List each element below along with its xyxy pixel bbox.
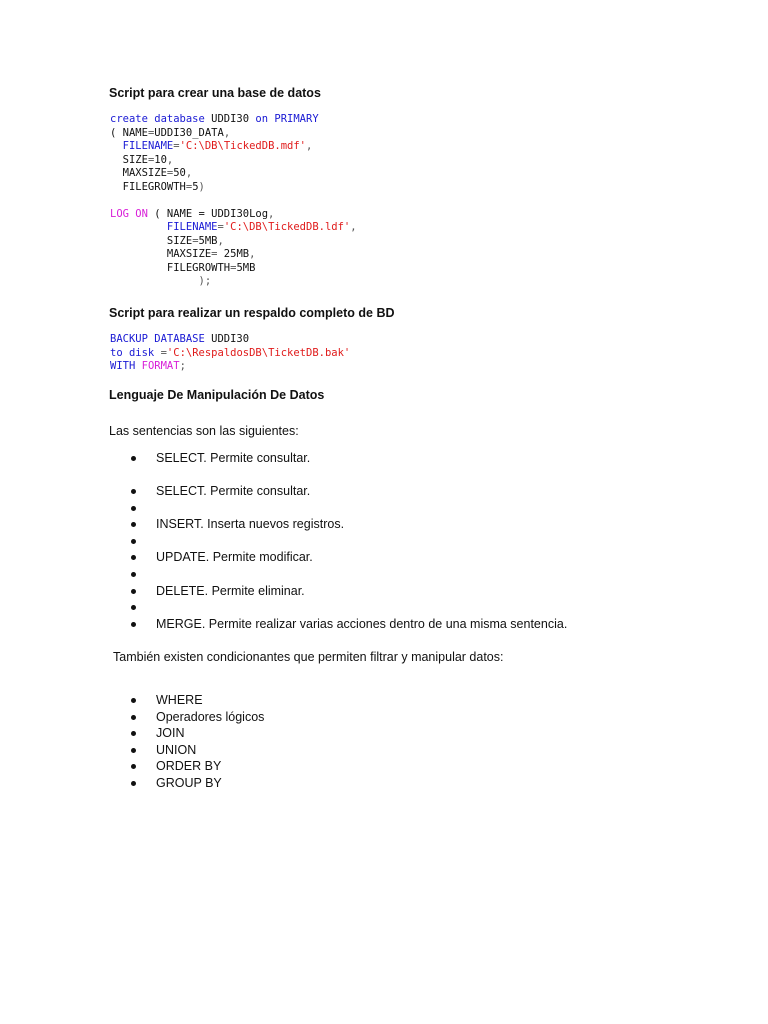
code-token: ,: [306, 140, 313, 152]
conditions-list: [0, 693, 768, 793]
code-token: =: [166, 167, 174, 179]
list-item: [0, 759, 768, 776]
code-token: ;: [179, 360, 186, 372]
code-token: 5MB: [198, 234, 218, 247]
bullet-icon: [131, 539, 136, 544]
code-token: 'C:\RespaldosDB\TicketDB.bak': [166, 346, 351, 359]
list-item-text: SELECT. Permite consultar.: [156, 451, 311, 465]
list-item: [0, 743, 768, 760]
code-token: on: [255, 113, 269, 125]
code-token: ,: [223, 126, 231, 139]
code-token: UDDI30_DATA: [154, 126, 224, 139]
code-token: [110, 221, 167, 233]
code-token: ( NAME = UDDI30Log: [147, 207, 269, 220]
list-item: [0, 484, 768, 501]
list-item: [0, 567, 768, 584]
bullet-icon: [131, 489, 136, 494]
code-token: PRIMARY: [274, 113, 319, 125]
code-token: 5MB: [236, 261, 256, 274]
code-token: =: [147, 153, 155, 166]
code-token: =: [192, 234, 199, 247]
code-token: to disk: [110, 346, 155, 359]
list-item: [0, 776, 768, 793]
list-item-text: WHERE: [156, 693, 203, 707]
code-token: UDDI30: [204, 113, 256, 125]
bullet-icon: [131, 506, 136, 511]
list-item: [0, 550, 768, 567]
list-item: [0, 693, 768, 710]
code-token: ,: [166, 153, 174, 166]
list-item: [0, 710, 768, 727]
list-item: [0, 534, 768, 551]
list-item-text: SELECT. Permite consultar.: [156, 484, 311, 498]
heading-dml: Lenguaje De Manipulación De Datos: [109, 388, 325, 402]
list-item-text: INSERT. Inserta nuevos registros.: [156, 517, 345, 532]
heading-backup: Script para realizar un respaldo completo de BD: [109, 306, 395, 320]
code-token: 10: [154, 153, 167, 166]
bullet-icon: [131, 715, 136, 720]
list-item: [0, 600, 768, 617]
bullet-icon: [131, 764, 136, 769]
list-item-text: UNION: [156, 742, 197, 757]
code-token: UDDI30: [204, 333, 250, 345]
code-token: ): [198, 180, 205, 193]
code-token: FILEGROWTH: [110, 261, 231, 274]
list-item: [0, 501, 768, 518]
code-token: );: [198, 275, 212, 287]
list-item: [0, 451, 768, 468]
code-token: =: [230, 261, 237, 274]
code-token: ,: [185, 167, 193, 179]
list-item: [0, 726, 768, 743]
code-token: ,: [249, 248, 256, 260]
bullet-icon: [131, 698, 136, 703]
code-block-backup: [110, 333, 350, 374]
sentences-list: [0, 484, 768, 633]
code-token: =: [217, 221, 224, 233]
code-token: SIZE: [110, 234, 193, 247]
code-token: ,: [268, 207, 275, 220]
list-item-text: JOIN: [156, 726, 185, 741]
code-token: FILENAME: [122, 140, 174, 152]
code-token: [110, 275, 199, 287]
bullet-icon: [131, 605, 136, 610]
list-item-text: Operadores lógicos: [156, 709, 265, 724]
code-token: 50: [173, 167, 186, 179]
list-item-text: ORDER BY: [156, 759, 222, 774]
bullet-icon: [131, 731, 136, 736]
bullet-icon: [131, 589, 136, 594]
code-token: =: [147, 126, 155, 139]
code-token: ,: [217, 234, 224, 247]
code-token: ,: [350, 221, 357, 233]
code-token: BACKUP DATABASE: [110, 333, 205, 345]
list-item-text: UPDATE. Permite modificar.: [156, 550, 313, 565]
code-token: 25MB: [217, 248, 250, 260]
list-item-text: GROUP BY: [156, 775, 222, 790]
code-token: 'C:\DB\TickedDB.ldf': [223, 221, 351, 233]
code-token: WITH: [110, 360, 136, 372]
code-token: ( NAME: [110, 126, 148, 139]
code-token: =: [173, 140, 180, 152]
list-item-text: DELETE. Permite eliminar.: [156, 583, 305, 598]
bullet-icon: [131, 522, 136, 527]
code-token: SIZE: [110, 153, 148, 166]
list-item-text: MERGE. Permite realizar varias acciones dentro de una misma sentencia.: [156, 616, 568, 631]
code-token: MAXSIZE: [110, 167, 167, 179]
list-item: [0, 617, 768, 634]
code-token: FILENAME: [166, 221, 218, 233]
intro-sentences: Las sentencias son las siguientes:: [109, 424, 299, 438]
code-token: =: [154, 346, 167, 359]
bullet-icon: [131, 622, 136, 627]
bullet-icon: [131, 555, 136, 560]
bullet-icon: [131, 572, 136, 577]
heading-create-database: Script para crear una base de datos: [109, 86, 321, 100]
code-token: 5: [192, 180, 199, 193]
intro-conditions: También existen condicionantes que permiten filtrar y manipular datos:: [113, 650, 504, 664]
first-sentence-list: [0, 451, 768, 468]
code-token: FILEGROWTH: [110, 180, 186, 193]
code-token: MAXSIZE: [110, 248, 212, 260]
bullet-icon: [131, 781, 136, 786]
bullet-icon: [131, 748, 136, 753]
code-token: create database: [110, 113, 205, 125]
code-token: FORMAT: [141, 360, 180, 372]
code-token: =: [211, 248, 218, 260]
code-block-create-database: [110, 113, 357, 289]
code-token: =: [185, 180, 193, 193]
bullet-icon: [131, 456, 136, 461]
list-item: [0, 517, 768, 534]
code-token: 'C:\DB\TickedDB.mdf': [179, 140, 306, 152]
list-item: [0, 584, 768, 601]
code-token: [110, 140, 123, 152]
code-token: LOG ON: [110, 207, 148, 220]
